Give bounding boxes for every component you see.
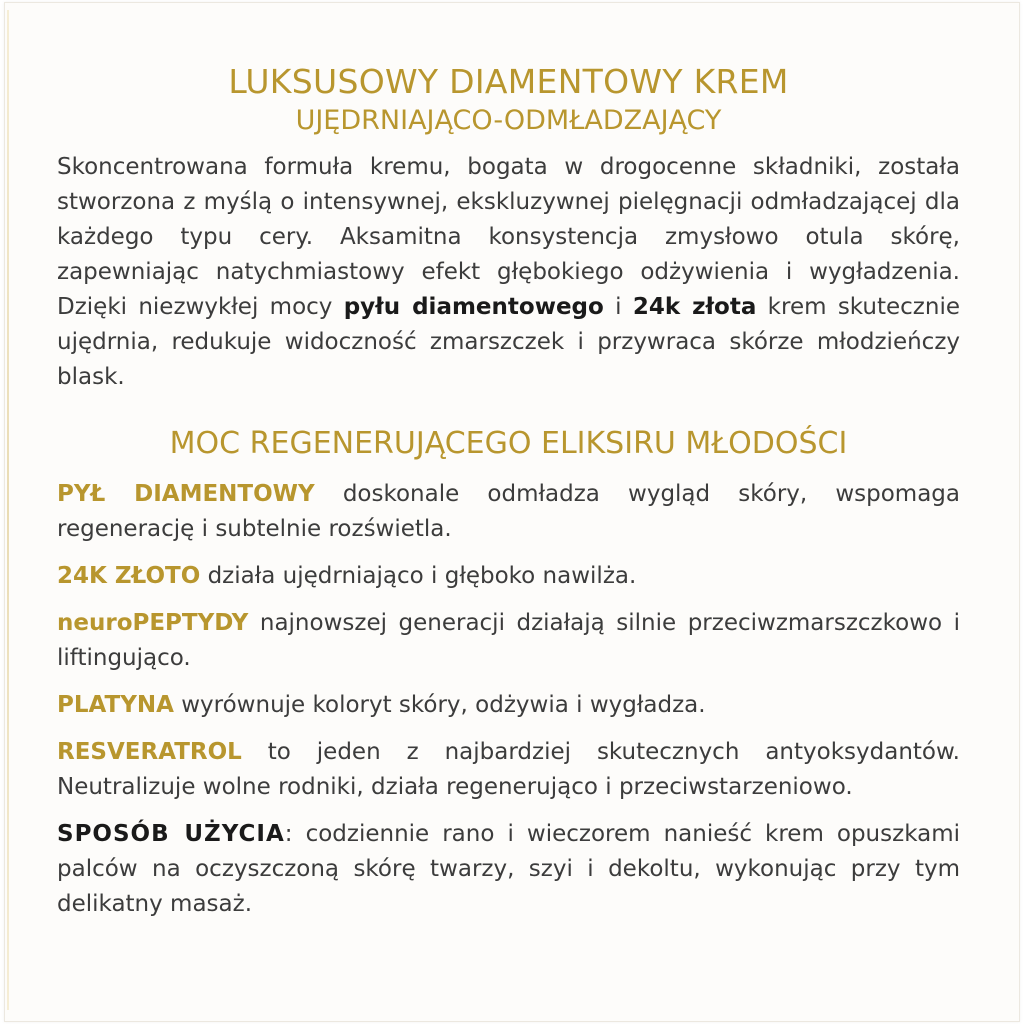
product-title: LUKSUSOWY DIAMENTOWY KREM <box>228 62 789 101</box>
product-subtitle: UJĘDRNIAJĄCO-ODMŁADZAJĄCY <box>295 105 722 136</box>
intro-text-3: krem skutecznie ujędrnia, redukuje widoczność zmarszczek i przywraca skórze młodzieńczy blask. <box>57 294 960 390</box>
ingredient-item <box>57 688 960 723</box>
ingredient-item <box>57 559 960 594</box>
ingredient-name: RESVERATROL <box>57 739 242 765</box>
ingredient-item <box>57 477 960 547</box>
ingredient-name: neuroPEPTYDY <box>57 610 249 636</box>
intro-text-1: Skoncentrowana formuła kremu, bogata w drogocenne składniki, została stworzona z myślą o intensywnej, ekskluzywnej pielęgnacji odmładzającej dla każdego typu cery. Aksamitna konsystencja zmysłowo otula skórę, zapewniając natychmiastowy efekt głębokiego odżywienia i wygładzenia. Dzięki niezwykłej mocy <box>57 154 960 320</box>
ingredient-text: najnowszej generacji działają silnie przeciwzmarszczkowo i liftingująco. <box>57 610 960 671</box>
product-description <box>57 62 960 922</box>
usage-text: : codziennie rano i wieczorem nanieść krem opuszkami palców na oczyszczoną skórę twarzy, szyi i dekoltu, wykonując przy tym delikatny masaż. <box>57 821 960 917</box>
ingredient-text: wyrównuje koloryt skóry, odżywia i wygładza. <box>173 692 706 718</box>
intro-bold-diamond: pyłu diamentowego <box>343 294 604 320</box>
section-title: MOC REGENERUJĄCEGO ELIKSIRU MŁODOŚCI <box>169 426 848 461</box>
usage-instructions <box>57 817 960 922</box>
intro-paragraph <box>57 150 960 395</box>
ingredient-text: doskonale odmładza wygląd skóry, wspomaga regenerację i subtelnie rozświetla. <box>57 481 960 542</box>
ingredient-name: 24K ZŁOTO <box>57 563 201 589</box>
ingredient-item <box>57 606 960 676</box>
usage-label: SPOSÓB UŻYCIA <box>57 821 285 847</box>
ingredient-text: działa ujędrniająco i głęboko nawilża. <box>200 563 637 589</box>
intro-bold-gold: 24k złota <box>632 294 757 320</box>
intro-text-2: i <box>603 294 633 320</box>
gold-edge-line <box>7 10 9 1010</box>
ingredient-name: PLATYNA <box>57 692 174 718</box>
ingredient-name: PYŁ DIAMENTOWY <box>57 481 315 507</box>
ingredient-item <box>57 735 960 805</box>
ingredient-text: to jeden z najbardziej skutecznych antyoksydantów. Neutralizuje wolne rodniki, działa regenerująco i przeciwstarzeniowo. <box>57 739 960 800</box>
